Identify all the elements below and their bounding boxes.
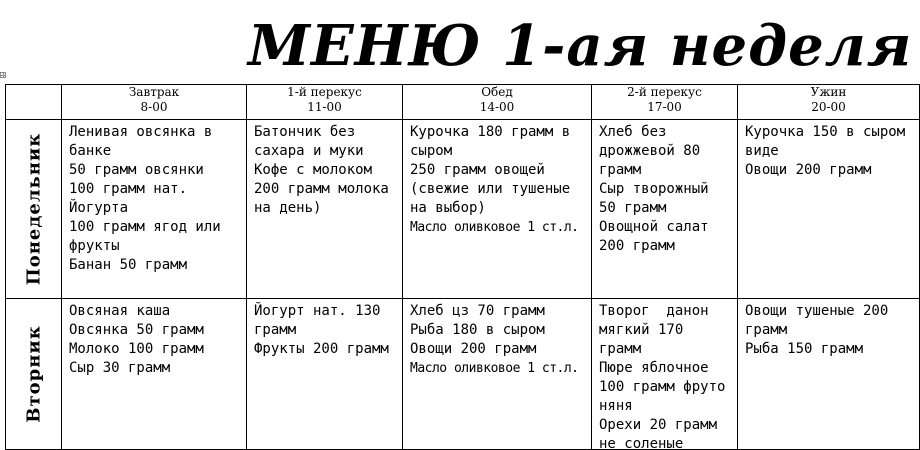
meal-line: Масло оливковое 1 ст.л. bbox=[410, 220, 579, 235]
meal-cell[interactable] bbox=[592, 120, 738, 299]
meal-line: Творог данон bbox=[599, 303, 709, 319]
meal-line: Кофе с молоком bbox=[254, 162, 373, 178]
meal-line: мягкий 170 bbox=[599, 322, 684, 338]
meal-cell[interactable] bbox=[62, 299, 247, 450]
day-row-monday bbox=[6, 120, 920, 299]
meal-line: фрукты bbox=[69, 238, 120, 254]
day-cell-monday bbox=[6, 120, 62, 299]
meal-cell[interactable] bbox=[62, 120, 247, 299]
col-header-name: Ужин bbox=[810, 85, 847, 99]
meal-line: Масло оливковое 1 ст.л. bbox=[410, 361, 579, 376]
col-header-dinner bbox=[738, 85, 920, 120]
meal-line: грамм bbox=[599, 162, 642, 178]
meal-line: Курочка 180 грамм в bbox=[410, 124, 571, 140]
meal-line: 200 грамм молока bbox=[254, 181, 389, 197]
col-header-name: 1-й перекус bbox=[287, 85, 362, 99]
page-title: МЕНЮ 1-ая неделя bbox=[248, 13, 913, 79]
meal-line: Пюре яблочное bbox=[599, 360, 709, 376]
meal-line: 100 грамм нат. bbox=[69, 181, 188, 197]
meal-line: Овсяная каша bbox=[69, 303, 171, 319]
meal-line: 250 грамм овощей bbox=[410, 162, 545, 178]
meal-line: Йогурт нат. 130 bbox=[254, 303, 381, 319]
meal-line: Рыба 150 грамм bbox=[745, 341, 864, 357]
meal-line: сахара и муки bbox=[254, 143, 364, 159]
meal-line: Ленивая овсянка в bbox=[69, 124, 213, 140]
meal-cell[interactable] bbox=[738, 299, 920, 450]
meal-line: 50 грамм овсянки bbox=[69, 162, 204, 178]
meal-line: няня bbox=[599, 398, 633, 414]
meal-line: на выбор) bbox=[410, 200, 486, 216]
col-header-time: 8-00 bbox=[140, 100, 168, 114]
menu-table bbox=[5, 84, 920, 450]
meal-line: Сыр 30 грамм bbox=[69, 360, 171, 376]
meal-line: (свежие или тушеные bbox=[410, 181, 571, 197]
col-header-snack-1 bbox=[247, 85, 403, 120]
meal-line: дрожжевой 80 bbox=[599, 143, 701, 159]
day-label: Понедельник bbox=[23, 132, 44, 286]
meal-line: Овощи тушеные 200 bbox=[745, 303, 889, 319]
col-header-name: Завтрак bbox=[128, 85, 180, 99]
meal-line: Овощи 200 грамм bbox=[745, 162, 872, 178]
col-header-lunch bbox=[403, 85, 592, 120]
meal-line: не соленые bbox=[599, 436, 684, 449]
col-header-time: 11-00 bbox=[307, 100, 342, 114]
meal-cell[interactable] bbox=[247, 299, 403, 450]
meal-line: Овощи 200 грамм bbox=[410, 341, 537, 357]
meal-line: 50 грамм bbox=[599, 200, 667, 216]
meal-cell[interactable] bbox=[247, 120, 403, 299]
meal-line: 100 грамм ягод или bbox=[69, 219, 221, 235]
meal-line: Курочка 150 в сыром bbox=[745, 124, 906, 140]
meal-line: Йогурта bbox=[69, 200, 129, 216]
meal-line: Рыба 180 в сыром bbox=[410, 322, 545, 338]
meal-line: грамм bbox=[599, 341, 642, 357]
meal-line: Овсянка 50 грамм bbox=[69, 322, 204, 338]
meal-line: банке bbox=[69, 143, 112, 159]
col-header-time: 17-00 bbox=[647, 100, 682, 114]
day-label: Вторник bbox=[23, 325, 44, 423]
col-header-time: 14-00 bbox=[479, 100, 515, 114]
meal-line: Фрукты 200 грамм bbox=[254, 341, 389, 357]
meal-line: грамм bbox=[745, 322, 788, 338]
header-row bbox=[6, 85, 920, 120]
meal-line: Хлеб цз 70 грамм bbox=[410, 303, 545, 319]
col-header-name: 2-й перекус bbox=[627, 85, 702, 99]
col-header-snack-2 bbox=[592, 85, 738, 120]
meal-cell[interactable] bbox=[403, 299, 592, 450]
table-move-handle-icon[interactable] bbox=[0, 72, 6, 78]
meal-line: Овощной салат bbox=[599, 219, 709, 235]
col-header-name: Обед bbox=[481, 85, 513, 99]
meal-cell[interactable] bbox=[738, 120, 920, 299]
meal-line: на день) bbox=[254, 200, 322, 216]
col-header-time: 20-00 bbox=[811, 100, 846, 114]
meal-cell[interactable] bbox=[403, 120, 592, 299]
meal-line: Сыр творожный bbox=[599, 181, 709, 197]
meal-line: 100 грамм фруто bbox=[599, 379, 726, 395]
meal-line: Орехи 20 грамм bbox=[599, 417, 718, 433]
meal-line: Банан 50 грамм bbox=[69, 257, 188, 273]
meal-cell[interactable] bbox=[592, 299, 738, 450]
col-header-breakfast bbox=[62, 85, 247, 120]
day-row-tuesday bbox=[6, 299, 920, 450]
day-cell-tuesday bbox=[6, 299, 62, 450]
meal-line: 200 грамм bbox=[599, 238, 675, 254]
meal-line: грамм bbox=[254, 322, 297, 338]
meal-line: Молоко 100 грамм bbox=[69, 341, 204, 357]
meal-line: виде bbox=[745, 143, 779, 159]
meal-line: сыром bbox=[410, 143, 453, 159]
corner-cell bbox=[6, 85, 62, 120]
meal-line: Хлеб без bbox=[599, 124, 667, 140]
meal-line: Батончик без bbox=[254, 124, 356, 140]
